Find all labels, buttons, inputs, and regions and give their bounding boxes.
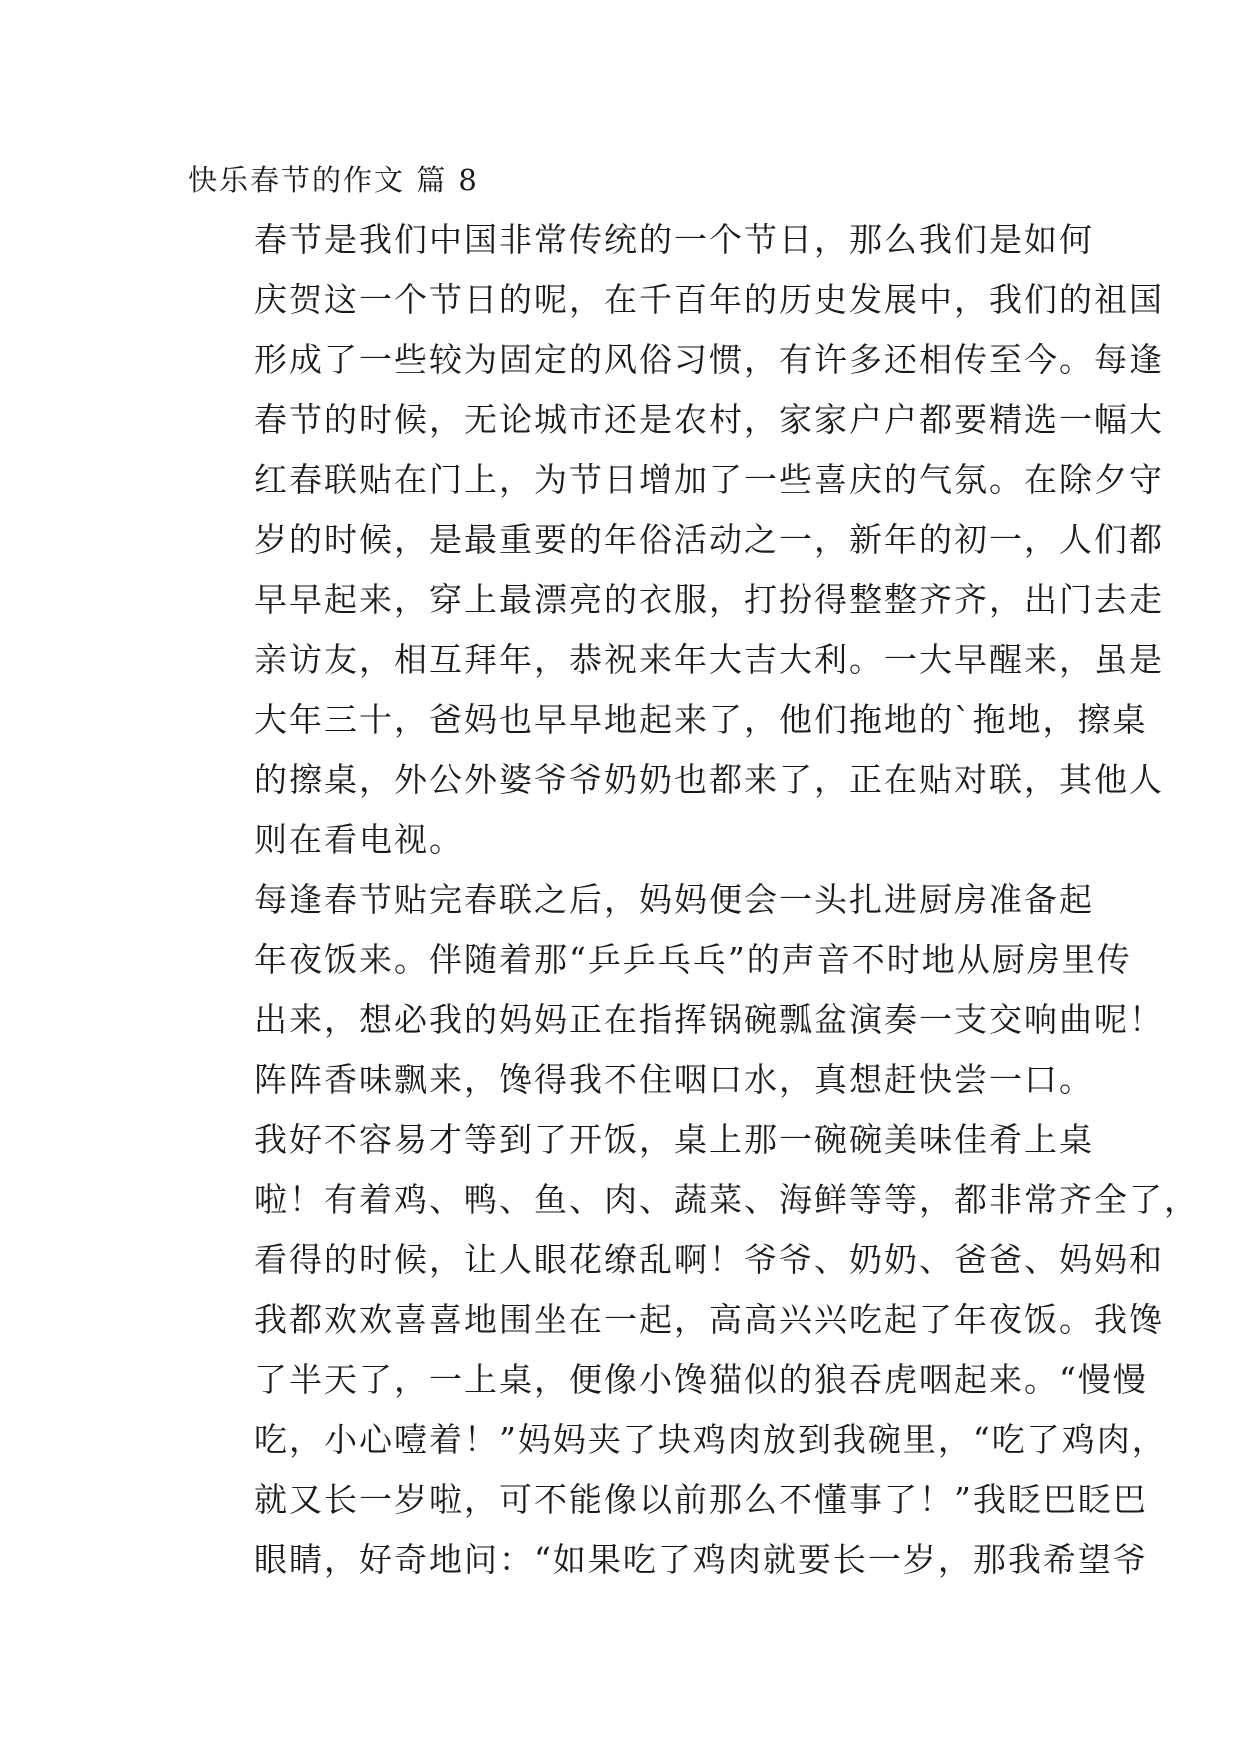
- document-page: [188, 150, 1199, 1590]
- text-line: 则在看电视。: [254, 820, 464, 859]
- text-line: 就又长一岁啦，可不能像以前那么不懂事了！”我眨巴眨巴: [254, 1480, 1148, 1519]
- text-line: 我都欢欢喜喜地围坐在一起，高高兴兴吃起了年夜饭。我馋: [254, 1300, 1164, 1339]
- text-line: 庆贺这一个节日的呢，在千百年的历史发展中，我们的祖国: [254, 280, 1164, 319]
- paragraph-1: [188, 210, 1164, 870]
- text-line: 春节的时候，无论城市还是农村，家家户户都要精选一幅大: [254, 400, 1164, 439]
- text-line: 形成了一些较为固定的风俗习惯，有许多还相传至今。每逢: [254, 340, 1164, 379]
- text-line: 春节是我们中国非常传统的一个节日，那么我们是如何: [254, 220, 1094, 259]
- text-line: 亲访友，相互拜年，恭祝来年大吉大利。一大早醒来，虽是: [254, 640, 1164, 679]
- text-line: 吃，小心噎着！”妈妈夹了块鸡肉放到我碗里，“吃了鸡肉，: [254, 1420, 1167, 1459]
- text-line: 岁的时候，是最重要的年俗活动之一，新年的初一，人们都: [254, 520, 1164, 559]
- text-line: 看得的时候，让人眼花缭乱啊！爷爷、奶奶、爸爸、妈妈和: [254, 1240, 1164, 1279]
- text-line: 出来，想必我的妈妈正在指挥锅碗瓢盆演奏一支交响曲呢！: [254, 1000, 1164, 1039]
- text-line: 的擦桌，外公外婆爷爷奶奶也都来了，正在贴对联，其他人: [254, 760, 1164, 799]
- text-line: 了半天了，一上桌，便像小馋猫似的狼吞虎咽起来。“慢慢: [254, 1360, 1148, 1399]
- text-line: 阵阵香味飘来，馋得我不住咽口水，真想赶快尝一口。: [254, 1060, 1094, 1099]
- text-line: 早早起来，穿上最漂亮的衣服，打扮得整整齐齐，出门去走: [254, 580, 1164, 619]
- text-line: 红春联贴在门上，为节日增加了一些喜庆的气氛。在除夕守: [254, 460, 1164, 499]
- paragraph-3: [188, 1110, 1199, 1590]
- document-title: 快乐春节的作文 篇 8: [188, 163, 479, 197]
- text-line: 啦！有着鸡、鸭、鱼、肉、蔬菜、海鲜等等，都非常齐全了，: [254, 1180, 1199, 1219]
- text-line: 每逢春节贴完春联之后，妈妈便会一头扎进厨房准备起: [254, 880, 1094, 919]
- text-line: 年夜饭来。伴随着那“乒乒乓乓”的声音不时地从厨房里传: [254, 940, 1132, 979]
- text-line: 大年三十，爸妈也早早地起来了，他们拖地的`拖地，擦桌: [254, 700, 1148, 739]
- paragraph-2: [188, 870, 1164, 1110]
- text-line: 眼睛，好奇地问：“如果吃了鸡肉就要长一岁，那我希望爷: [254, 1540, 1148, 1579]
- text-line: 我好不容易才等到了开饭，桌上那一碗碗美味佳肴上桌: [254, 1120, 1094, 1159]
